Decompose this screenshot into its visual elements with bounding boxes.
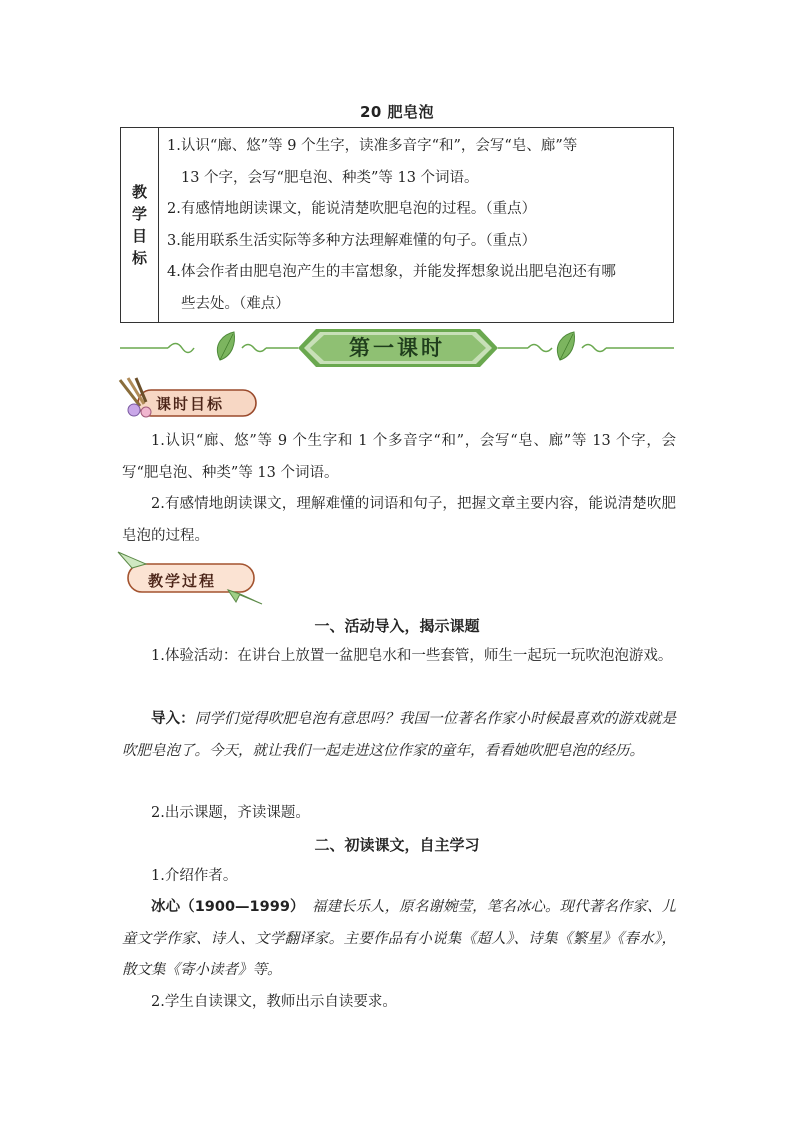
objective-item [167,226,663,258]
process-tag [116,550,266,606]
objective-text: 1.认识“廊、悠”等 9 个生字，读准多音字“和”，会写“皂、廊”等 [167,138,578,154]
objectives-header-char: 目 [131,227,147,245]
objective-text: 4.体会作者由肥皂泡产生的丰富想象，并能发挥想象说出肥皂泡还有哪 [167,264,616,280]
section1-heading: 一、活动导入，揭示课题 [314,617,480,635]
author-label: 冰心（1900—1999） [151,899,298,915]
author-text: 福建长乐人，原名谢婉莹，笔名冰心。现代著名作家、儿童文学作家、诗人、文学翻译家。主要作品有小说集《超人》、诗集《繁星》《春水》，散文集《寄小读者》等。 [122,899,677,978]
lesson-period-banner [120,324,674,370]
intro-label: 导入： [151,711,195,727]
lesson-title: 20 肥皂泡 [359,103,435,121]
section1-intro [122,704,676,767]
objectives-table [120,127,674,323]
process-tag-label: 教学过程 [148,572,217,590]
goals-tag-label: 课时目标 [156,395,225,413]
objective-text: 3.能用联系生活实际等多种方法理解难懂的句子。（重点） [167,232,537,249]
objective-item [167,131,663,194]
objective-item [167,257,663,320]
section1-step2: 2.出示课题，齐读课题。 [151,805,310,821]
goals-tag [116,376,266,420]
objective-text-cont: 13 个字，会写“肥皂泡、种类”等 13 个词语。 [181,169,479,186]
banner-title: 第一课时 [349,335,445,360]
objectives-header-char: 学 [131,205,147,223]
objectives-list [159,128,674,323]
objectives-header-char: 标 [131,249,147,267]
section2-step2: 2.学生自读课文，教师出示自读要求。 [151,994,397,1010]
objective-text-cont: 些去处。（难点） [181,295,290,312]
section2-heading: 二、初读课文，自主学习 [314,836,480,854]
intro-text: 同学们觉得吹肥皂泡有意思吗？我国一位著名作家小时候最喜欢的游戏就是吹肥皂泡了。今天，就让我们一起走进这位作家的童年，看看她吹肥皂泡的经历。 [122,711,677,759]
objective-text: 2.有感情地朗读课文，能说清楚吹肥皂泡的过程。（重点） [167,201,537,217]
objectives-header-char: 教 [131,183,147,201]
section2-step1: 1.介绍作者。 [151,868,238,884]
objective-item [167,194,663,226]
goal-item: 1.认识“廊、悠”等 9 个生字和 1 个多音字“和”，会写“皂、廊”等 13 个字，会写“肥皂泡、种类”等 13 个词语。 [122,433,676,481]
goal-item: 2.有感情地朗读课文，理解难懂的词语和句子，把握文章主要内容，能说清楚吹肥皂泡的过程。 [122,496,676,544]
objectives-header [121,128,159,323]
section1-activity: 1.体验活动：在讲台上放置一盆肥皂水和一些套管，师生一起玩一玩吹泡泡游戏。 [151,648,673,664]
author-intro [122,892,676,987]
